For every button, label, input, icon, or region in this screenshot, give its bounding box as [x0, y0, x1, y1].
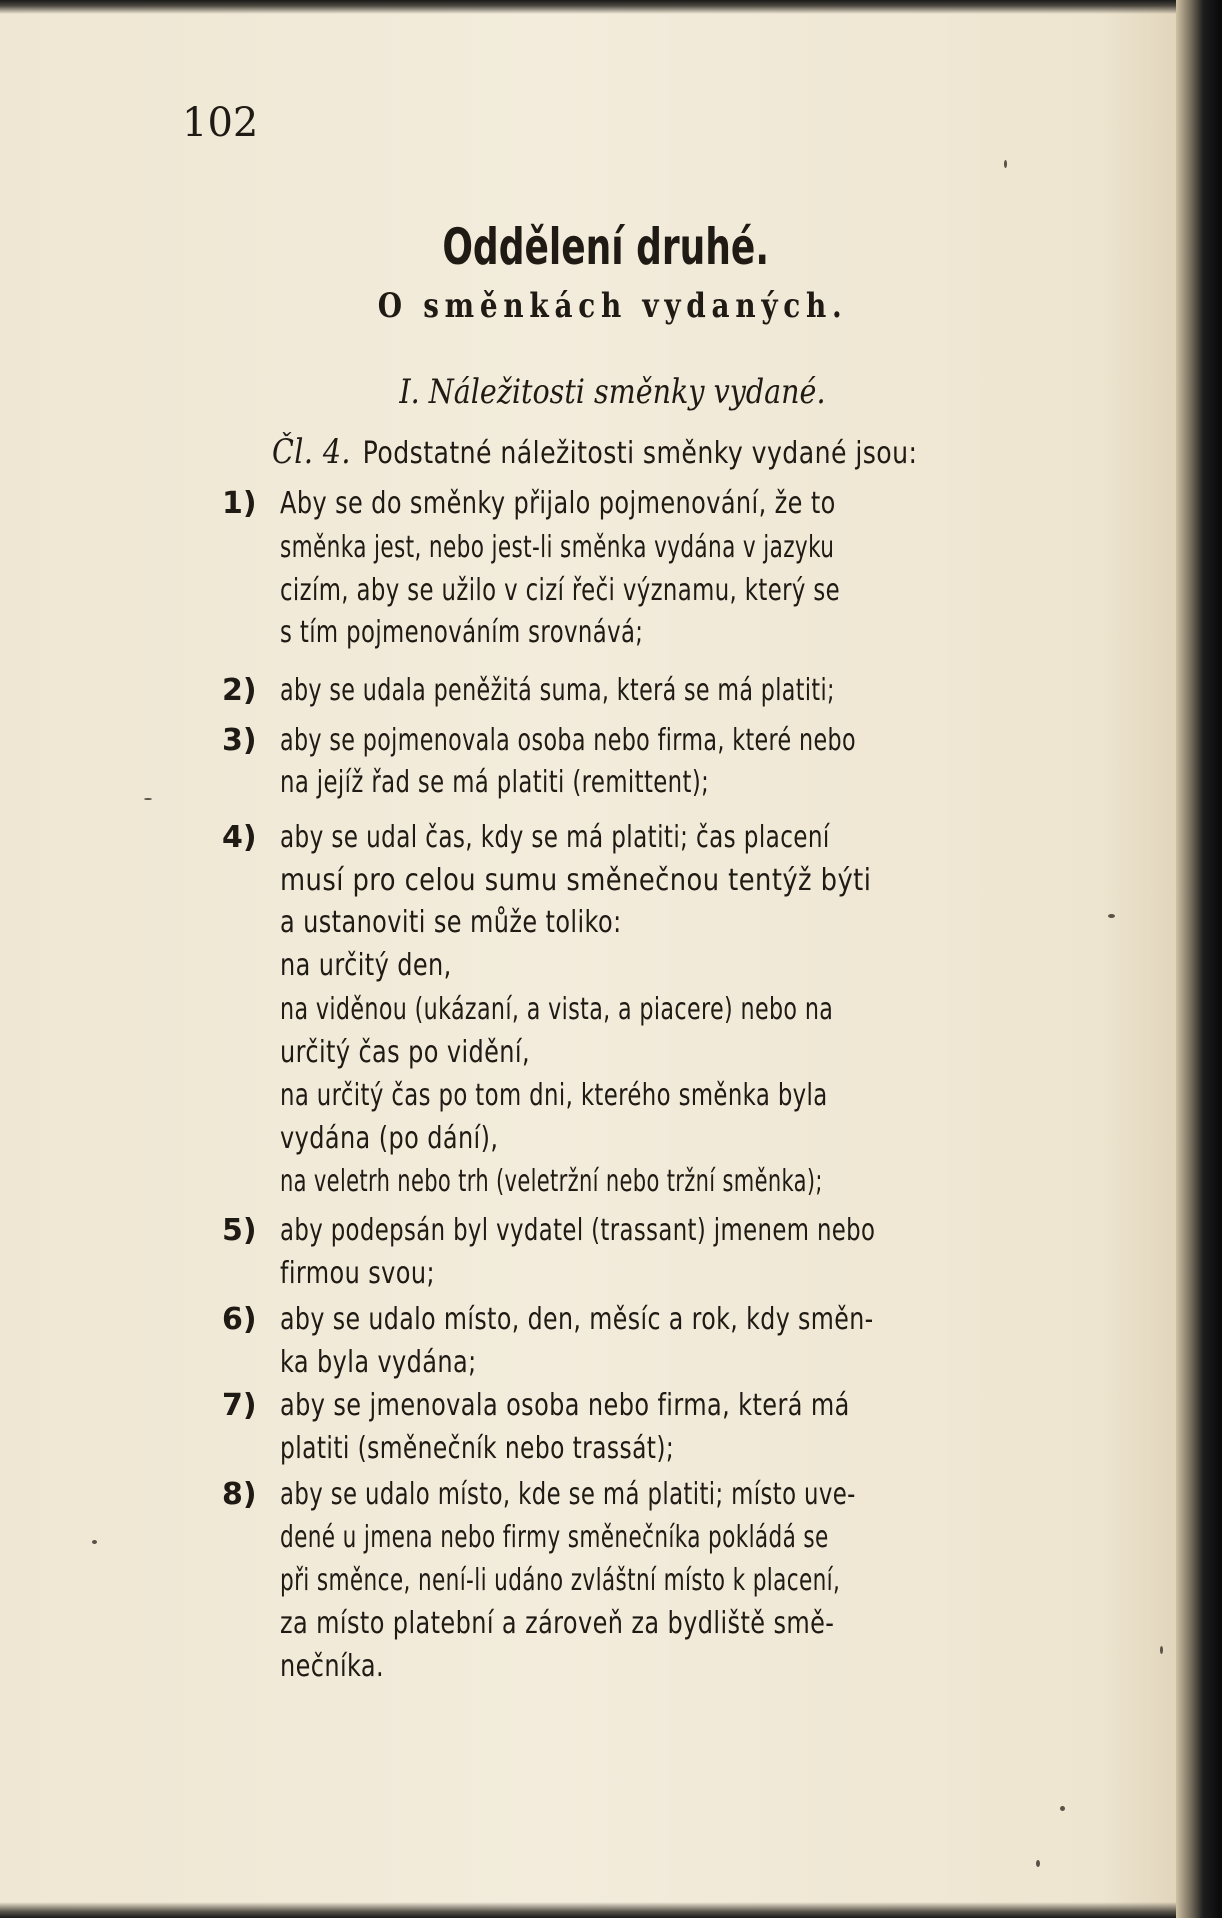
- division-subtitle: O směnkách vydaných.: [377, 286, 848, 326]
- item-line: na viděnou (ukázaní, a vista, a piacere) nebo na: [280, 992, 834, 1027]
- item-number: 5): [222, 1213, 257, 1248]
- item-line: dené u jmena nebo firmy směnečníka pokládá se: [280, 1520, 829, 1555]
- item-line: aby se jmenovala osoba nebo firma, která má: [280, 1388, 850, 1423]
- item-number: 2): [222, 673, 257, 708]
- item-line: na určitý den,: [280, 948, 452, 983]
- item-line: při směnce, není-li udáno zvláštní místo k placení,: [280, 1563, 841, 1598]
- article-intro: Podstatné náležitosti směnky vydané jsou:: [362, 436, 918, 471]
- scan-speck: [92, 1540, 97, 1544]
- item-line: nečníka.: [280, 1649, 385, 1684]
- item-number: 4): [222, 820, 257, 855]
- scan-top-edge: [0, 0, 1222, 14]
- item-number: 8): [222, 1477, 257, 1512]
- scan-right-edge: [1176, 0, 1222, 1918]
- item-line: za místo platební a zároveň za bydliště smě-: [280, 1606, 835, 1641]
- item-line: aby podepsán byl vydatel (trassant) jmenem nebo: [280, 1213, 876, 1248]
- scan-speck: [144, 798, 152, 800]
- scan-speck: [1160, 1646, 1163, 1654]
- item-line: firmou svou;: [280, 1256, 435, 1291]
- item-line: musí pro celou sumu směnečnou tentýž býti: [280, 863, 872, 898]
- division-title: Oddělení druhé.: [442, 218, 770, 276]
- scan-speck: [1036, 1860, 1040, 1867]
- item-line: na určitý čas po tom dni, kterého směnka byla: [280, 1078, 828, 1113]
- item-line: s tím pojmenováním srovnává;: [280, 615, 644, 650]
- item-number: 6): [222, 1302, 257, 1337]
- scan-bottom-edge: [0, 1902, 1222, 1918]
- scan-speck: [1060, 1806, 1065, 1811]
- article-label: Čl. 4.: [272, 432, 351, 472]
- page-number: 102: [182, 100, 259, 146]
- item-line: vydána (po dání),: [280, 1121, 499, 1156]
- item-line: aby se udalo místo, kde se má platiti; místo uve-: [280, 1477, 856, 1512]
- item-line: a ustanoviti se může toliko:: [280, 905, 622, 940]
- item-number: 1): [222, 486, 257, 521]
- section-heading: I. Náležitosti směnky vydané.: [399, 372, 826, 412]
- item-line: ka byla vydána;: [280, 1345, 477, 1380]
- item-number: 7): [222, 1388, 257, 1423]
- item-line: směnka jest, nebo jest-li směnka vydána v jazyku: [280, 530, 835, 565]
- scan-speck: [1108, 914, 1115, 918]
- item-line: Aby se do směnky přijalo pojmenování, že to: [280, 486, 836, 521]
- item-line: aby se udala peněžitá suma, která se má platiti;: [280, 673, 835, 708]
- item-line: na jejíž řad se má platiti (remittent);: [280, 765, 710, 800]
- item-line: aby se udalo místo, den, měsíc a rok, kdy směn-: [280, 1302, 874, 1337]
- item-line: platiti (směnečník nebo trassát);: [280, 1431, 675, 1466]
- item-line: cizím, aby se užilo v cizí řeči významu, který se: [280, 573, 841, 608]
- item-line: na veletrh nebo trh (veletržní nebo tržní směnka);: [280, 1164, 823, 1199]
- item-number: 3): [222, 723, 257, 758]
- article-intro-line: [272, 432, 917, 472]
- item-line: určitý čas po vidění,: [280, 1035, 531, 1070]
- scan-speck: [1004, 160, 1007, 168]
- item-line: aby se pojmenovala osoba nebo firma, které nebo: [280, 723, 856, 758]
- item-line: aby se udal čas, kdy se má platiti; čas placení: [280, 820, 830, 855]
